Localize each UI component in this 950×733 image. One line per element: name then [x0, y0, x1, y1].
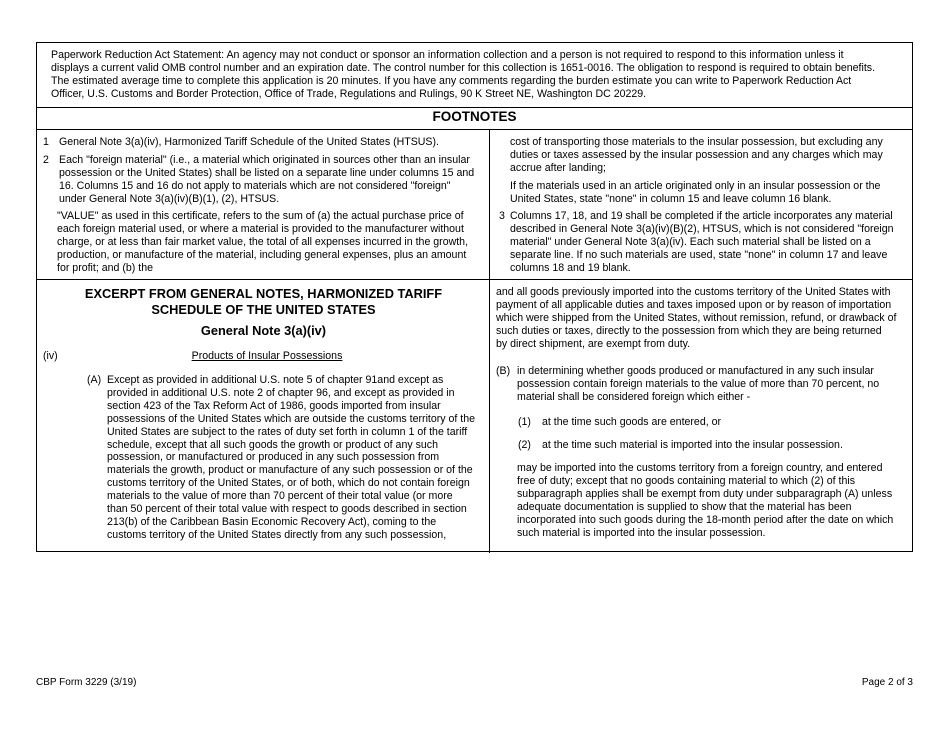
text-line: provided in additional U.S. note 2 of chapter 96, and except as provided in	[107, 386, 455, 399]
excerpt-title	[37, 286, 490, 318]
column-divider	[489, 129, 490, 553]
pra-line: displays a current valid OMB control number and an expiration date. The control number for this collection is 1651-0016. The obligation to respond is required to obtain benefits.	[51, 61, 876, 74]
footnotes-title: FOOTNOTES	[432, 109, 517, 124]
title-line: SCHEDULE OF THE UNITED STATES	[151, 302, 376, 317]
insular-materials-note	[510, 180, 910, 206]
text-line: Columns 17, 18, and 19 shall be completed if the article incorporates any material	[510, 210, 893, 222]
text-line: charge, or at less than fair market value, the total of all expenses incurred in the growth,	[57, 235, 469, 248]
pra-line: Officer, U.S. Customs and Border Protection, Office of Trade, Regulations and Rulings, 90 K Street NE, Washington DC 20229.	[51, 87, 647, 100]
text-line: section 423 of the Tax Reform Act of 1986, goods imported from insular	[107, 399, 441, 412]
section-b-label: (B)	[496, 365, 511, 377]
text-line: free of duty; except that no goods containing material to which (2) of this	[517, 474, 856, 487]
text-line: payment of all applicable duties and taxes imposed upon or by reason of importation	[496, 298, 892, 311]
text-line: such material is imported into the insular possession.	[517, 526, 766, 539]
text-line: 213(b) of the Caribbean Basin Economic Recovery Act), coming to the	[107, 515, 437, 528]
value-definition-continued	[510, 136, 910, 175]
footnote-text	[510, 210, 910, 275]
text-line: such duties or taxes, directly to the possession from which they are being returned	[496, 324, 882, 337]
text-line: production, or manufacture of the material, including general expenses, plus an amount	[57, 248, 467, 261]
divider	[37, 129, 912, 130]
exemption-continued	[496, 286, 910, 351]
text-line: cost of transporting those materials to the insular possession, but excluding any	[510, 136, 883, 148]
text-line: possession contain foreign materials to the value of more than 70 percent, no	[517, 377, 880, 390]
text-line: adequate documentation is supplied to show that the material has been	[517, 500, 852, 513]
text-line: Except as provided in additional U.S. note 5 of chapter 91and except as	[107, 374, 444, 386]
text-line: duties or taxes assessed by the insular possession and any charges which may	[510, 148, 883, 161]
text-line: schedule, except that all such goods the growth or product of any such	[107, 438, 438, 451]
form-number: CBP Form 3229 (3/19)	[36, 677, 137, 688]
text-line: described in General Note 3(a)(iv)(B)(2), HTSUS, which is not considered "foreign	[510, 222, 894, 235]
text-line: subparagraph applies shall be exempt from duty under subparagraph (A) unless	[517, 487, 893, 500]
text-line: possession, or manufactured or produced in any such possession from	[107, 451, 440, 464]
paperwork-reduction-statement	[51, 49, 911, 101]
excerpt-subtitle: General Note 3(a)(iv)	[200, 323, 327, 338]
text-line: in determining whether goods produced or manufactured in any such insular	[517, 365, 874, 377]
section-a-text	[107, 374, 487, 542]
footnote-number: 2	[43, 154, 49, 166]
footnote-number: 3	[499, 210, 505, 222]
text-line: under General Note 3(a)(iv)(B)(1), (2), HTSUS.	[59, 192, 280, 205]
text-line: materials to the value of more than 70 percent of their total value (or more	[107, 490, 453, 503]
pra-line: Paperwork Reduction Act Statement: An agency may not conduct or sponsor an information collection and a person is not required to respond to this information unless it	[51, 49, 844, 61]
divider	[37, 107, 912, 108]
pra-line: The estimated average time to complete this application is 20 minutes. If you have any comments regarding the burden estimate you can write to Paperwork Reduction Act	[51, 74, 852, 87]
text-line: 16. Columns 15 and 16 do not apply to materials which are not considered "foreign"	[59, 179, 451, 192]
form-frame	[36, 42, 913, 552]
text-line: each foreign material used, or where a material is provided to the manufacturer without	[57, 222, 464, 235]
text-line: "VALUE" as used in this certificate, refers to the sum of (a) the actual purchase price of	[57, 210, 464, 222]
page-number: Page 2 of 3	[861, 677, 913, 688]
text-line: separate line. If no such materials are used, state "none" in column 17 and leave	[510, 248, 888, 261]
section-b-text	[517, 365, 912, 404]
text-line: columns 18 and 19 blank.	[510, 261, 631, 274]
text-line: and all goods previously imported into the customs territory of the United States with	[496, 286, 891, 298]
sub-2-label: (2)	[518, 439, 531, 451]
iv-label: (iv)	[43, 350, 58, 362]
divider	[489, 279, 912, 280]
text-line: customs territory of the United States, or of both, which do not contain foreign	[107, 477, 470, 490]
text-line: Each "foreign material" (i.e., a material which originated in sources other than an insular	[59, 154, 470, 166]
text-line: materials the growth, product or manufacture of any such possession or of the	[107, 464, 473, 477]
text-line: customs territory of the United States directly from any such possession,	[107, 528, 447, 541]
text-line: United States are subject to the rates of duty set forth in column 1 of the tariff	[107, 425, 468, 438]
text-line: possessions of the United States which are outside the customs territory of the	[107, 412, 476, 425]
text-line: material" under General Note 3(a)(iv). Each such material shall be listed on a	[510, 235, 871, 248]
iv-heading: Products of Insular Possessions	[191, 350, 343, 362]
sub-1-label: (1)	[518, 416, 531, 428]
footnote-text: General Note 3(a)(iv), Harmonized Tariff Schedule of the United States (HTSUS).	[59, 136, 439, 148]
footnote-text	[59, 154, 489, 206]
text-line: by direct shipment, are exempt from duty.	[496, 337, 691, 350]
text-line: material shall be considered foreign which either -	[517, 390, 751, 403]
text-line: possession or the United States) shall be listed on a separate line under columns 15 and	[59, 166, 475, 179]
section-b-tail	[517, 462, 912, 539]
section-a-label: (A)	[87, 374, 102, 386]
sub-2-text: at the time such material is imported into the insular possession.	[542, 439, 843, 451]
footnote-number: 1	[43, 136, 49, 148]
title-line: EXCERPT FROM GENERAL NOTES, HARMONIZED TARIFF	[84, 286, 443, 301]
sub-1-text: at the time such goods are entered, or	[542, 416, 722, 428]
divider	[37, 279, 489, 280]
value-definition	[57, 210, 487, 275]
text-line: may be imported into the customs territory from a foreign country, and entered	[517, 462, 883, 474]
text-line: accrue after landing;	[510, 161, 606, 174]
text-line: United States, state "none" in column 15 and leave column 16 blank.	[510, 192, 832, 205]
text-line: If the materials used in an article originated only in an insular possession or the	[510, 180, 881, 192]
text-line: which were shipped from the United States, without remission, refund, or drawback of	[496, 311, 897, 324]
text-line: incorporated into such goods during the 18-month period after the date on which	[517, 513, 894, 526]
text-line: for profit; and (b) the	[57, 261, 153, 274]
text-line: than 50 percent of their total value with respect to goods described in section	[107, 503, 467, 516]
